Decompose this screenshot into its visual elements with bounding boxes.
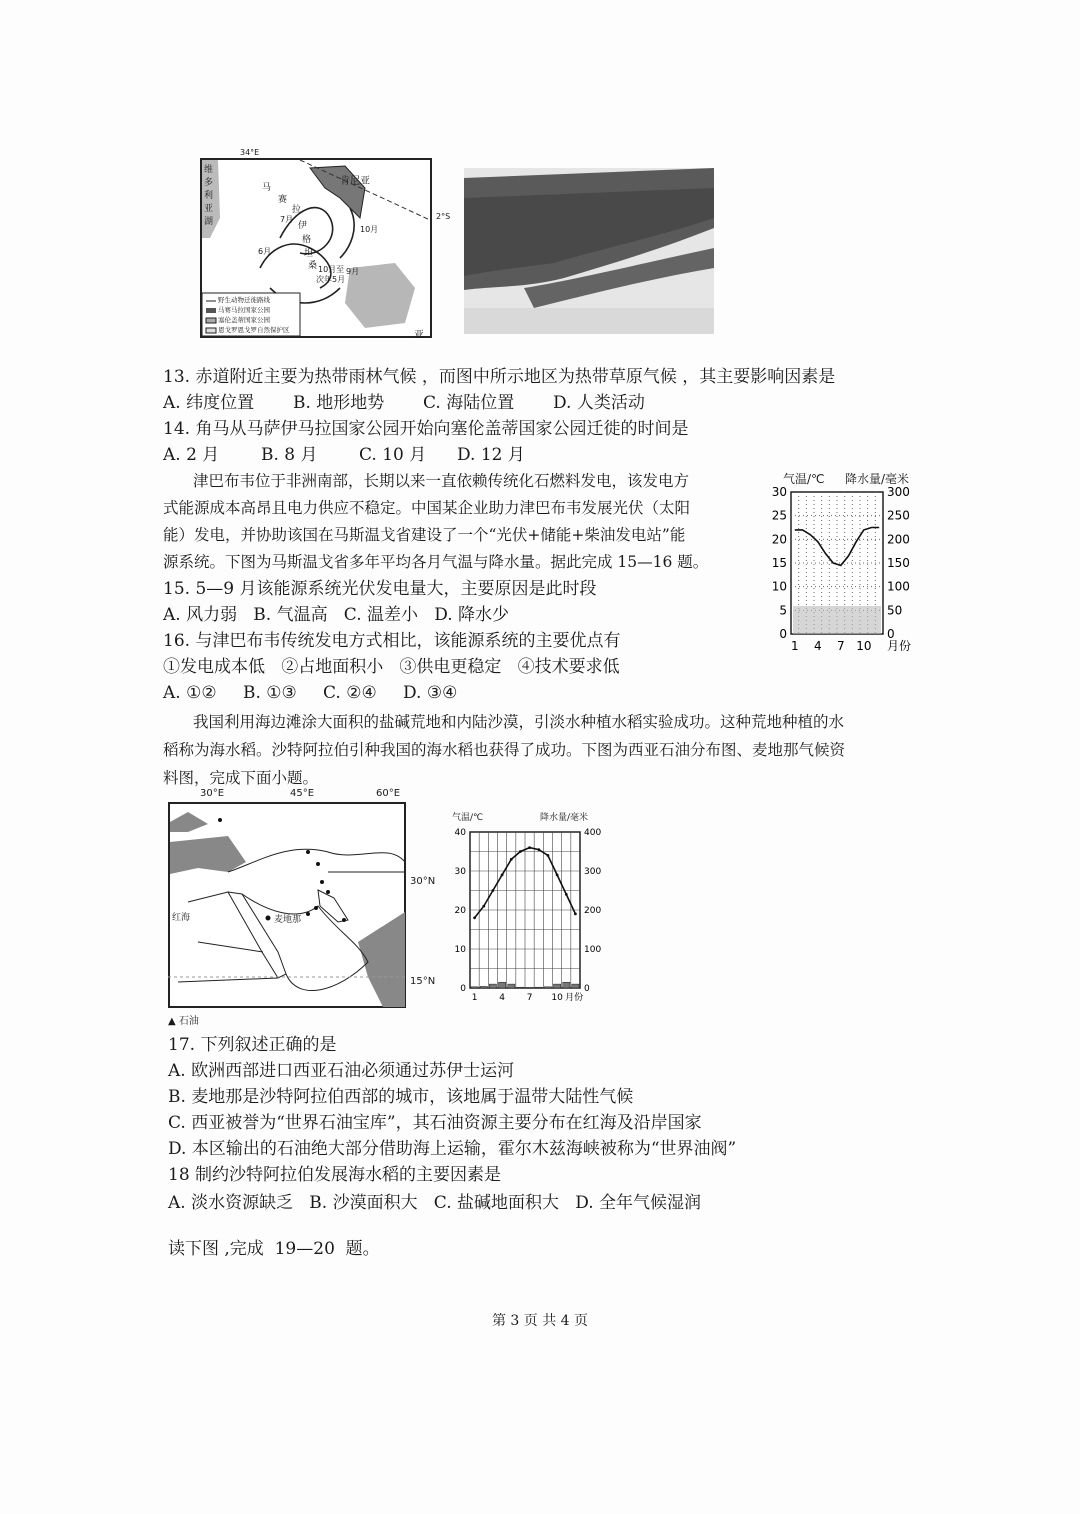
map-label: 拉 bbox=[292, 205, 302, 215]
lake-letter: 亚 bbox=[204, 204, 214, 214]
option-b: B. 8 月 bbox=[261, 445, 318, 465]
passage-line: 式能源成本高昂且电力供应不稳定。中国某企业助力津巴布韦发展光伏（太阳 bbox=[163, 499, 691, 517]
red-sea-label: 红海 bbox=[172, 913, 191, 923]
right-tick-label: 0 bbox=[887, 627, 895, 641]
west-asia-oil-map bbox=[168, 788, 438, 1028]
lake-letter: 湖 bbox=[204, 217, 214, 227]
right-tick-label: 400 bbox=[584, 828, 602, 838]
lake-letters bbox=[204, 164, 214, 229]
x-tick-label: 7 bbox=[837, 639, 845, 653]
question-14-stem: 14. 角马从马萨伊马拉国家公园开始向塞伦盖蒂国家公园迁徙的时间是 bbox=[163, 419, 689, 439]
lon-label: 30°E bbox=[200, 788, 225, 799]
precip-axis-label: 降水量/毫米 bbox=[845, 472, 910, 486]
precipitation-bar bbox=[508, 984, 515, 988]
x-tick-label: 4 bbox=[499, 993, 505, 1003]
lat-label: 30°N bbox=[410, 876, 436, 887]
map-label: 马 bbox=[262, 183, 272, 193]
legend-item: 恩戈罗恩戈罗自然保护区 bbox=[218, 326, 290, 334]
lat-label: 2°S bbox=[436, 212, 451, 221]
legend-item: 野生动物迁徙路线 bbox=[218, 296, 270, 304]
month-label: 6月 bbox=[258, 247, 272, 256]
passage-line: 稻称为海水稻。沙特阿拉伯引种我国的海水稻也获得了成功。下图为西亚石油分布图、麦地那气候资 bbox=[163, 741, 846, 759]
map-label: 坦 bbox=[304, 249, 314, 259]
question-15-stem: 15. 5—9 月该能源系统光伏发电量大，主要原因是此时段 bbox=[163, 579, 597, 599]
option-c: C. ②④ bbox=[323, 683, 377, 703]
x-tick-label: 10 bbox=[856, 639, 872, 653]
medina-label: 麦地那 bbox=[274, 915, 302, 925]
temperature-point bbox=[556, 874, 559, 877]
temperature-point bbox=[492, 889, 495, 892]
x-axis-label: 月份 bbox=[565, 993, 584, 1003]
passage-line: 能）发电，并协助该国在马斯温戈省建设了一个“光伏+储能+柴油发电站”能 bbox=[163, 526, 686, 544]
right-tick-label: 250 bbox=[887, 508, 910, 523]
map-label: 赛 bbox=[278, 195, 288, 205]
temperature-point bbox=[537, 848, 540, 851]
option-c: C. 海陆位置 bbox=[423, 393, 515, 413]
question-13-stem: 13. 赤道附近主要为热带雨林气候 ，而图中所示地区为热带草原气候 ，其主要影响因素是 bbox=[163, 367, 836, 387]
passage-sea-rice bbox=[163, 708, 943, 792]
left-tick-label: 40 bbox=[454, 828, 466, 838]
temperature-point bbox=[473, 916, 476, 919]
right-tick-label: 50 bbox=[887, 603, 903, 618]
temperature-point bbox=[547, 854, 550, 857]
temperature-point bbox=[510, 858, 513, 861]
passage-line: 料图，完成下面小题。 bbox=[163, 769, 319, 787]
question-18-options: A. 淡水资源缺乏 B. 沙漠面积大 C. 盐碱地面积大 D. 全年气候湿润 bbox=[168, 1193, 702, 1213]
precipitation-bar bbox=[517, 987, 524, 988]
passage-line: 源系统。下图为马斯温戈省多年平均各月气温与降水量。据此完成 15—16 题。 bbox=[163, 553, 709, 571]
question-13-options bbox=[163, 390, 645, 416]
temp-axis-label: 气温/℃ bbox=[783, 472, 825, 486]
oil-legend: ▲ 石油 bbox=[168, 1016, 199, 1027]
lon-label: 34°E bbox=[240, 148, 260, 157]
option-a: A. 2 月 bbox=[163, 445, 220, 465]
x-tick-label: 10 bbox=[551, 993, 563, 1003]
left-tick-label: 0 bbox=[460, 984, 466, 994]
month-label: 7月 bbox=[280, 215, 294, 224]
masvingo-chart-svg bbox=[765, 484, 945, 660]
temp-axis-label: 气温/℃ bbox=[452, 813, 484, 823]
country-bottom-label: 亚 bbox=[414, 330, 424, 341]
legend-item: 塞伦盖蒂国家公园 bbox=[218, 316, 270, 324]
legend-item: 马赛马拉国家公园 bbox=[218, 306, 270, 314]
left-tick-label: 25 bbox=[771, 508, 787, 523]
lon-label: 45°E bbox=[290, 788, 315, 799]
right-tick-label: 200 bbox=[887, 532, 910, 547]
precipitation-bar bbox=[535, 987, 542, 988]
precipitation-bar bbox=[554, 984, 561, 988]
right-tick-label: 300 bbox=[584, 867, 602, 877]
left-tick-label: 20 bbox=[454, 906, 466, 916]
left-tick-label: 10 bbox=[454, 945, 466, 955]
option-d: D. 12 月 bbox=[457, 445, 525, 465]
lake-letter: 利 bbox=[204, 191, 214, 201]
masvingo-climate-chart bbox=[765, 470, 945, 660]
medina-chart-svg bbox=[440, 822, 620, 1020]
left-tick-label: 20 bbox=[771, 532, 787, 547]
precipitation-bar bbox=[563, 982, 570, 988]
question-17-option-b: B. 麦地那是沙特阿拉伯西部的城市，该地属于温带大陆性气候 bbox=[168, 1087, 634, 1107]
option-b: B. ①③ bbox=[243, 683, 297, 703]
question-17-option-a: A. 欧洲西部进口西亚石油必须通过苏伊士运河 bbox=[168, 1061, 515, 1081]
country-top-label: 肯尼亚 bbox=[340, 176, 370, 187]
precipitation-bar bbox=[480, 986, 487, 988]
right-tick-label: 200 bbox=[584, 906, 602, 916]
x-tick-label: 1 bbox=[791, 639, 799, 653]
lake-letter: 多 bbox=[204, 178, 214, 188]
month-label: 次年5月 bbox=[316, 275, 346, 284]
question-18-stem: 18 制约沙特阿拉伯发展海水稻的主要因素是 bbox=[168, 1165, 502, 1185]
lake-letter: 维 bbox=[204, 165, 214, 175]
right-tick-label: 0 bbox=[584, 984, 590, 994]
wildebeest-photo bbox=[464, 168, 714, 334]
month-label: 9月 bbox=[346, 267, 360, 276]
x-tick-label: 7 bbox=[526, 993, 533, 1003]
page-number: 第 3 页 共 4 页 bbox=[491, 1313, 589, 1329]
left-tick-label: 30 bbox=[454, 867, 466, 877]
migration-map bbox=[200, 148, 451, 341]
question-17-option-c: C. 西亚被誉为“世界石油宝库”，其石油资源主要分布在红海及沿岸国家 bbox=[168, 1113, 702, 1133]
map-label: 桑 bbox=[308, 261, 318, 271]
question-14-options bbox=[163, 442, 525, 468]
precipitation-bar bbox=[544, 987, 551, 988]
month-label: 10月至 bbox=[318, 265, 345, 274]
precip-axis-label: 降水量/毫米 bbox=[540, 813, 589, 823]
passage-line: 津巴布韦位于非洲南部，长期以来一直依赖传统化石燃料发电，该发电方 bbox=[193, 472, 690, 490]
question-17-stem: 17. 下列叙述正确的是 bbox=[168, 1035, 337, 1055]
precipitation-bar bbox=[499, 982, 506, 988]
question-16-stem: 16. 与津巴布韦传统发电方式相比，该能源系统的主要优点有 bbox=[163, 631, 621, 651]
x-axis-label: 月份 bbox=[887, 639, 912, 653]
question-15-options: A. 风力弱 B. 气温高 C. 温差小 D. 降水少 bbox=[163, 605, 510, 625]
temperature-point bbox=[574, 913, 577, 916]
temperature-point bbox=[501, 874, 504, 877]
x-tick-label: 1 bbox=[471, 993, 478, 1003]
temperature-point bbox=[482, 905, 485, 908]
left-tick-label: 30 bbox=[771, 485, 787, 499]
passage-zimbabwe bbox=[163, 468, 773, 576]
temperature-point bbox=[519, 850, 522, 853]
lon-label: 60°E bbox=[376, 788, 401, 799]
precipitation-bar bbox=[471, 987, 478, 988]
x-tick-label: 4 bbox=[814, 639, 822, 653]
right-tick-label: 300 bbox=[887, 485, 910, 499]
question-16-options bbox=[163, 680, 457, 706]
medina-climate-chart bbox=[440, 810, 620, 1020]
left-tick-label: 0 bbox=[779, 627, 787, 641]
left-tick-label: 15 bbox=[771, 556, 787, 570]
right-tick-label: 100 bbox=[584, 945, 602, 955]
option-c: C. 10 月 bbox=[359, 445, 427, 465]
instruction-19-20: 读下图 ,完成 19—20 题。 bbox=[168, 1239, 380, 1259]
temperature-point bbox=[528, 846, 531, 849]
precipitation-bar bbox=[572, 984, 579, 988]
right-tick-label: 150 bbox=[887, 556, 910, 570]
lat-label: 15°N bbox=[410, 976, 436, 987]
map-label: 格 bbox=[302, 235, 312, 245]
right-tick-label: 100 bbox=[887, 579, 910, 594]
temperature-point bbox=[565, 893, 568, 896]
option-b: B. 地形地势 bbox=[293, 393, 385, 413]
left-tick-label: 5 bbox=[779, 603, 787, 618]
map-legend bbox=[218, 295, 290, 335]
option-a: A. ①② bbox=[163, 683, 217, 703]
month-label: 10月 bbox=[360, 225, 379, 234]
precipitation-bar bbox=[489, 984, 496, 988]
passage-line: 我国利用海边滩涂大面积的盐碱荒地和内陆沙漠，引淡水种植水稻实验成功。这种荒地种植的水 bbox=[193, 713, 845, 731]
option-a: A. 纬度位置 bbox=[163, 393, 255, 413]
option-d: D. 人类活动 bbox=[553, 393, 645, 413]
option-d: D. ③④ bbox=[403, 683, 458, 703]
map-label: 伊 bbox=[298, 221, 308, 231]
precipitation-area bbox=[793, 606, 881, 634]
left-tick-label: 10 bbox=[771, 579, 787, 594]
question-17-option-d: D. 本区输出的石油绝大部分借助海上运输，霍尔木兹海峡被称为“世界油阀” bbox=[168, 1139, 737, 1159]
question-16-items: ①发电成本低 ②占地面积小 ③供电更稳定 ④技术要求低 bbox=[163, 657, 620, 677]
